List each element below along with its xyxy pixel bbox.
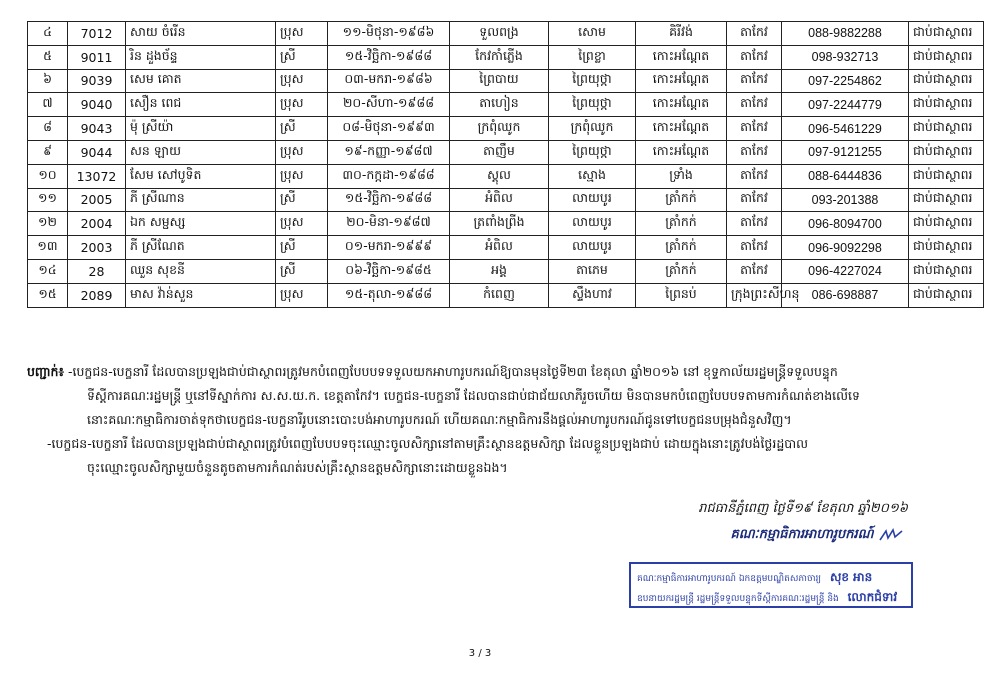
cell-phone: 097-2244779 xyxy=(782,93,909,117)
cell-sex: ប្រុស xyxy=(276,212,328,236)
cell-province: តាកែវ xyxy=(727,140,782,164)
cell-village: ស្តុល xyxy=(450,164,549,188)
cell-sex: ប្រុស xyxy=(276,22,328,46)
cell-dob: ០១-មករា-១៩៩៩ xyxy=(328,236,450,260)
cell-no: ៦ xyxy=(28,69,68,93)
cell-district: ព្រៃនប់ xyxy=(636,283,727,307)
cell-province: តាកែវ xyxy=(727,212,782,236)
cell-no: ១៣ xyxy=(28,236,68,260)
cell-village: អំពិល xyxy=(450,188,549,212)
cell-village: ទួលពង្រ xyxy=(450,22,549,46)
table-row xyxy=(28,259,984,283)
cell-commune: ស្មោង xyxy=(549,164,636,188)
cell-village: កំពេញ xyxy=(450,283,549,307)
cell-village: អំពិល xyxy=(450,236,549,260)
cell-no: ៤ xyxy=(28,22,68,46)
cell-phone: 096-8094700 xyxy=(782,212,909,236)
cell-phone: 096-5461229 xyxy=(782,117,909,141)
table-row xyxy=(28,164,984,188)
cell-name: មាស វ៉ាន់សួន xyxy=(126,283,276,307)
page-number: 3 / 3 xyxy=(468,648,492,659)
cell-province: តាកែវ xyxy=(727,236,782,260)
table-row xyxy=(28,93,984,117)
cell-phone: 088-9882288 xyxy=(782,22,909,46)
cell-name: សាយ ចំរើន xyxy=(126,22,276,46)
cell-name: សន ឡាយ xyxy=(126,140,276,164)
cell-id: 2003 xyxy=(68,236,126,260)
cell-commune: ព្រៃយុថ្កា xyxy=(549,93,636,117)
cell-name: ភី ស្រីណាន xyxy=(126,188,276,212)
cell-province: តាកែវ xyxy=(727,69,782,93)
note-line-3: នោះគណៈកម្មាធិការចាត់ទុកថាបេក្ខជន-បេក្ខនារីរូបនោះបោះបង់អាហារូបករណ៍ ហើយគណៈកម្មាធិការនឹងផ្តល់អាហារូបករណ៍ជូនទៅបេក្ខជនបម្រុងជំនួសវិញ។ xyxy=(87,412,792,427)
cell-dob: ២០-សីហា-១៩៨៨ xyxy=(328,93,450,117)
stamp-text-2: ឧបនាយករដ្ឋមន្ត្រី រដ្ឋមន្ត្រីទទួលបន្ទុកទីស្តីការគណៈរដ្ឋមន្ត្រី និង xyxy=(637,594,839,604)
cell-name: ឈួន សុខនី xyxy=(126,259,276,283)
cell-sex: ប្រុស xyxy=(276,93,328,117)
table-row xyxy=(28,69,984,93)
cell-no: ៩ xyxy=(28,140,68,164)
note-line-2: ទីស្តីការគណៈរដ្ឋមន្ត្រី ឬនៅទីស្នាក់ការ ស.ស.យ.ក. ខេត្តតាកែវ។ បេក្ខជន-បេក្ខនារី ដែលបានជាប់ជាជ័យលាភីរួចហើយ មិនបានមកបំពេញបែបបទតាមការកំណត់ខាងលើទេ xyxy=(87,388,860,403)
cell-phone: 096-4227024 xyxy=(782,259,909,283)
cell-phone: 086-698887 xyxy=(782,283,909,307)
cell-status: ជាប់ជាស្ថាពរ xyxy=(909,283,984,307)
cell-sex: ស្រី xyxy=(276,236,328,260)
table-row xyxy=(28,117,984,141)
table-row xyxy=(28,212,984,236)
cell-district: កោះអណ្តែត xyxy=(636,140,727,164)
cell-province: ក្រុងព្រះសីហនុ xyxy=(727,283,782,307)
cell-no: ៧ xyxy=(28,93,68,117)
cell-district: កោះអណ្តែត xyxy=(636,93,727,117)
cell-name: ឯក សម្ផស្ស xyxy=(126,212,276,236)
cell-dob: ០៣-មករា-១៩៨៦ xyxy=(328,69,450,93)
note-line-5: ចុះឈ្មោះចូលសិក្សាមួយចំនួនតូចតាមការកំណត់របស់គ្រឹះស្ថានឧត្តមសិក្សានោះដោយខ្លួនឯង។ xyxy=(87,460,508,475)
cell-province: តាកែវ xyxy=(727,164,782,188)
cell-id: 7012 xyxy=(68,22,126,46)
cell-id: 9044 xyxy=(68,140,126,164)
official-stamp xyxy=(629,562,913,608)
cell-district: កោះអណ្តែត xyxy=(636,69,727,93)
cell-dob: ១១-មិថុនា-១៩៨៦ xyxy=(328,22,450,46)
cell-province: តាកែវ xyxy=(727,45,782,69)
cell-sex: ប្រុស xyxy=(276,69,328,93)
cell-province: តាកែវ xyxy=(727,93,782,117)
cell-dob: ២០-មិនា-១៩៨៧ xyxy=(328,212,450,236)
cell-sex: ប្រុស xyxy=(276,140,328,164)
cell-dob: ១៥-វិច្ឆិកា-១៩៨៨ xyxy=(328,45,450,69)
signature-committee xyxy=(730,526,904,545)
cell-no: ១២ xyxy=(28,212,68,236)
cell-status: ជាប់ជាស្ថាពរ xyxy=(909,117,984,141)
cell-status: ជាប់ជាស្ថាពរ xyxy=(909,236,984,260)
cell-id: 9043 xyxy=(68,117,126,141)
cell-sex: ស្រី xyxy=(276,45,328,69)
stamp-name-1: សុខ អាន xyxy=(829,570,873,584)
committee-name: គណៈកម្មាធិការអាហារូបករណ៍ xyxy=(730,527,874,542)
cell-status: ជាប់ជាស្ថាពរ xyxy=(909,164,984,188)
cell-dob: ១៩-កញ្ញា-១៩៨៧ xyxy=(328,140,450,164)
cell-province: តាកែវ xyxy=(727,117,782,141)
cell-district: ត្រាំកក់ xyxy=(636,188,727,212)
cell-status: ជាប់ជាស្ថាពរ xyxy=(909,45,984,69)
cell-name: ម៉ុ ស្រីយ៉ា xyxy=(126,117,276,141)
cell-phone: 097-2254862 xyxy=(782,69,909,93)
table-row xyxy=(28,283,984,307)
cell-dob: ០៨-មិថុនា-១៩៩៣ xyxy=(328,117,450,141)
stamp-name-2: លោកជំទាវ xyxy=(847,590,898,604)
cell-dob: ១៥-តុលា-១៩៨៨ xyxy=(328,283,450,307)
cell-status: ជាប់ជាស្ថាពរ xyxy=(909,259,984,283)
cell-district: គិរីវង់ xyxy=(636,22,727,46)
cell-sex: ប្រុស xyxy=(276,283,328,307)
cell-district: ទ្រាំង xyxy=(636,164,727,188)
cell-id: 9011 xyxy=(68,45,126,69)
stamp-line-1 xyxy=(637,568,905,588)
cell-district: កោះអណ្តែត xyxy=(636,117,727,141)
cell-commune: តាភេម xyxy=(549,259,636,283)
cell-status: ជាប់ជាស្ថាពរ xyxy=(909,188,984,212)
cell-commune: សោម xyxy=(549,22,636,46)
cell-no: ១១ xyxy=(28,188,68,212)
cell-name: ភី ស្រីណែត xyxy=(126,236,276,260)
table-row xyxy=(28,236,984,260)
cell-commune: ព្រៃខ្លា xyxy=(549,45,636,69)
cell-name: សឿន ពេជ xyxy=(126,93,276,117)
cell-name: សេម គោត xyxy=(126,69,276,93)
table-body xyxy=(28,22,984,308)
cell-village: ត្រពាំងព្រីង xyxy=(450,212,549,236)
table-row xyxy=(28,140,984,164)
stamp-text-1: គណៈកម្មាធិការអាហារូបករណ៍ ឯកឧត្តមបណ្ឌិតសភាចារ្យ xyxy=(637,574,822,584)
cell-id: 2005 xyxy=(68,188,126,212)
cell-id: 2004 xyxy=(68,212,126,236)
cell-village: តាញឹម xyxy=(450,140,549,164)
table-row xyxy=(28,22,984,46)
cell-province: តាកែវ xyxy=(727,188,782,212)
table-row xyxy=(28,45,984,69)
cell-province: តាកែវ xyxy=(727,22,782,46)
cell-no: ១៤ xyxy=(28,259,68,283)
cell-no: ១៥ xyxy=(28,283,68,307)
cell-village: តាហៀន xyxy=(450,93,549,117)
cell-status: ជាប់ជាស្ថាពរ xyxy=(909,212,984,236)
cell-district: កោះអណ្តែត xyxy=(636,45,727,69)
signature-date: រាជធានីភ្នំពេញ ថ្ងៃទី១៩ ខែតុលា ឆ្នាំ២០១៦ xyxy=(698,501,908,516)
signature-icon xyxy=(878,528,904,542)
cell-dob: ១៥-វិច្ឆិកា-១៩៨៨ xyxy=(328,188,450,212)
cell-status: ជាប់ជាស្ថាពរ xyxy=(909,69,984,93)
cell-village: អង្គ xyxy=(450,259,549,283)
cell-province: តាកែវ xyxy=(727,259,782,283)
cell-district: ត្រាំកក់ xyxy=(636,259,727,283)
note-text-1: -បេក្ខជន-បេក្ខនារី ដែលបានប្រឡងជាប់ជាស្ថាពរត្រូវមកបំពេញបែបបទទទួលយកអាហារូបករណ៍ឱ្យបានមុនថ្ងៃទី២៣ ខែតុលា ឆ្នាំ២០១៦ នៅ ខុទ្ទកាល័យរដ្ឋមន្ត្រីទទួលបន្ទុក xyxy=(67,364,838,379)
cell-phone: 097-9121255 xyxy=(782,140,909,164)
cell-commune: លាយបូរ xyxy=(549,212,636,236)
cell-district: ត្រាំកក់ xyxy=(636,236,727,260)
cell-village: កែវកាំភ្លើង xyxy=(450,45,549,69)
note-line-1 xyxy=(27,360,937,384)
cell-no: ៥ xyxy=(28,45,68,69)
note-line-4: -បេក្ខជន-បេក្ខនារី ដែលបានប្រឡងជាប់ជាស្ថាពរត្រូវបំពេញបែបបទចុះឈ្មោះចូលសិក្សានៅតាមគ្រឹះស្ថានឧត្តមសិក្សា ដែលខ្លួនប្រឡងជាប់ ដោយក្នុងនោះត្រូវបង់ថ្លៃរដ្ឋបាល xyxy=(47,436,809,451)
note-section xyxy=(27,360,937,480)
cell-status: ជាប់ជាស្ថាពរ xyxy=(909,93,984,117)
cell-status: ជាប់ជាស្ថាពរ xyxy=(909,22,984,46)
cell-name: សែម សៅបូទិត xyxy=(126,164,276,188)
cell-phone: 093-201388 xyxy=(782,188,909,212)
cell-commune: ព្រៃយុថ្កា xyxy=(549,69,636,93)
cell-sex: ស្រី xyxy=(276,188,328,212)
cell-phone: 098-932713 xyxy=(782,45,909,69)
cell-id: 9039 xyxy=(68,69,126,93)
cell-id: 28 xyxy=(68,259,126,283)
cell-village: ក្រពុំឈូក xyxy=(450,117,549,141)
cell-commune: ក្រពុំឈូក xyxy=(549,117,636,141)
cell-id: 9040 xyxy=(68,93,126,117)
table-row xyxy=(28,188,984,212)
cell-no: ១០ xyxy=(28,164,68,188)
cell-id: 13072 xyxy=(68,164,126,188)
cell-sex: ប្រុស xyxy=(276,164,328,188)
cell-sex: ស្រី xyxy=(276,117,328,141)
cell-phone: 096-9092298 xyxy=(782,236,909,260)
cell-village: ព្រៃបាយ xyxy=(450,69,549,93)
cell-phone: 088-6444836 xyxy=(782,164,909,188)
results-table xyxy=(27,21,984,308)
cell-id: 2089 xyxy=(68,283,126,307)
cell-dob: ០៦-វិច្ឆិកា-១៩៨៥ xyxy=(328,259,450,283)
cell-status: ជាប់ជាស្ថាពរ xyxy=(909,140,984,164)
cell-commune: លាយបូរ xyxy=(549,188,636,212)
cell-commune: ស្ទឹងហាវ xyxy=(549,283,636,307)
note-label: បញ្ជាក់៖ xyxy=(27,364,64,379)
cell-commune: ព្រៃយុថ្កា xyxy=(549,140,636,164)
cell-dob: ៣០-កក្កដា-១៩៨៨ xyxy=(328,164,450,188)
stamp-line-2 xyxy=(637,588,905,608)
cell-name: រិន ដួងច័ន្ទ xyxy=(126,45,276,69)
cell-commune: លាយបូរ xyxy=(549,236,636,260)
cell-district: ត្រាំកក់ xyxy=(636,212,727,236)
cell-no: ៨ xyxy=(28,117,68,141)
cell-sex: ស្រី xyxy=(276,259,328,283)
